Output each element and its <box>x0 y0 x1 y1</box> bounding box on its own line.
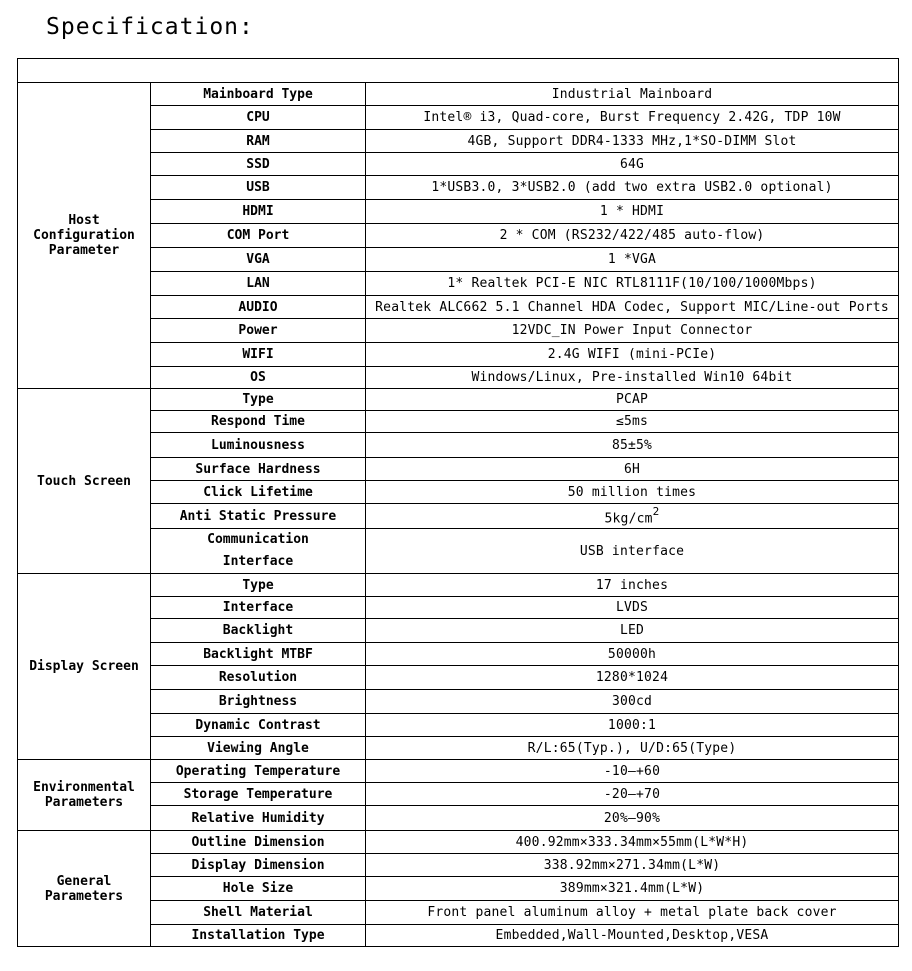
param-value <box>366 806 899 831</box>
param-value <box>366 643 899 666</box>
param-name: Operating Temperature <box>151 760 366 783</box>
table-row <box>18 831 899 854</box>
param-value <box>366 272 899 296</box>
param-value-text: 1280*1024 <box>595 670 669 685</box>
param-value-text: 64G <box>619 156 645 172</box>
param-value <box>366 319 899 343</box>
table-row <box>18 367 899 389</box>
page-title: Specification: <box>46 14 254 40</box>
param-value-text: LVDS <box>615 600 649 615</box>
section-label: Touch Screen <box>18 389 151 574</box>
param-value-text: 20%—90% <box>603 810 661 826</box>
param-name: Backlight <box>151 619 366 643</box>
table-row <box>18 433 899 458</box>
table-row <box>18 106 899 130</box>
table-row <box>18 83 899 106</box>
param-value-text: 1 *VGA <box>607 252 657 267</box>
param-value-text: 389mm×321.4mm(L*W) <box>559 881 705 896</box>
table-row <box>18 343 899 367</box>
table-row <box>18 643 899 666</box>
param-name: Hole Size <box>151 877 366 901</box>
param-name: Outline Dimension <box>151 831 366 854</box>
table-row <box>18 666 899 690</box>
param-value <box>366 925 899 947</box>
section-label: Environmental Parameters <box>18 760 151 831</box>
param-value-text: 400.92mm×333.34mm×55mm(L*W*H) <box>515 834 749 850</box>
table-row <box>18 597 899 619</box>
param-value-text: ≤5ms <box>615 414 649 429</box>
param-value <box>366 153 899 176</box>
param-name: Brightness <box>151 690 366 714</box>
param-value-text: 1* Realtek PCI-E NIC RTL8111F(10/100/1000Mbps) <box>447 276 817 291</box>
param-value <box>366 760 899 783</box>
param-value <box>366 248 899 272</box>
param-name: Type <box>151 389 366 411</box>
param-value-text: PCAP <box>615 392 649 407</box>
param-value-superscript: 2 <box>652 504 660 518</box>
param-value <box>366 458 899 481</box>
section-label: Display Screen <box>18 574 151 760</box>
param-name: Respond Time <box>151 411 366 433</box>
param-value-text: 6H <box>623 461 641 477</box>
table-row <box>18 529 899 574</box>
param-name: Surface Hardness <box>151 458 366 481</box>
param-value-text: Front panel aluminum alloy + metal plate back cover <box>427 905 837 920</box>
param-name: Backlight MTBF <box>151 643 366 666</box>
param-value-text: USB interface <box>579 543 685 559</box>
param-value <box>366 343 899 367</box>
param-name: Type <box>151 574 366 597</box>
table-row <box>18 200 899 224</box>
param-value <box>366 690 899 714</box>
param-value-text: 85±5% <box>611 437 653 453</box>
table-row <box>18 574 899 597</box>
param-name: Click Lifetime <box>151 481 366 504</box>
table-row <box>18 248 899 272</box>
param-name: CPU <box>151 106 366 130</box>
param-value <box>366 737 899 760</box>
param-value <box>366 433 899 458</box>
param-name: RAM <box>151 130 366 153</box>
table-row <box>18 458 899 481</box>
param-value <box>366 574 899 597</box>
param-name: Interface <box>151 597 366 619</box>
param-name: Shell Material <box>151 901 366 925</box>
table-row <box>18 130 899 153</box>
param-value <box>366 367 899 389</box>
param-value-text: 338.92mm×271.34mm(L*W) <box>543 857 721 873</box>
table-row <box>18 783 899 806</box>
param-value <box>366 83 899 106</box>
param-name: VGA <box>151 248 366 272</box>
table-row <box>18 806 899 831</box>
table-row <box>18 877 899 901</box>
param-value-text: 2 * COM (RS232/422/485 auto-flow) <box>499 228 765 243</box>
param-value <box>366 176 899 200</box>
table-row <box>18 760 899 783</box>
table-row <box>18 272 899 296</box>
param-value <box>366 106 899 130</box>
table-row <box>18 319 899 343</box>
param-name: WIFI <box>151 343 366 367</box>
param-value-text: -10—+60 <box>603 763 661 779</box>
param-value-text: R/L:65(Typ.), U/D:65(Type) <box>527 740 737 756</box>
table-row <box>18 925 899 947</box>
param-name: Relative Humidity <box>151 806 366 831</box>
param-value <box>366 831 899 854</box>
param-name: Power <box>151 319 366 343</box>
table-header-row <box>18 59 899 83</box>
param-value <box>366 504 899 529</box>
param-value <box>366 130 899 153</box>
param-name: Communication Interface <box>151 529 366 574</box>
param-value <box>366 714 899 737</box>
param-value <box>366 389 899 411</box>
param-value-text: 1000:1 <box>607 717 657 733</box>
param-value-text: 50000h <box>607 646 657 662</box>
param-value <box>366 901 899 925</box>
table-row <box>18 224 899 248</box>
table-row <box>18 411 899 433</box>
specification-table <box>17 58 899 947</box>
table-row <box>18 901 899 925</box>
section-label: Host Configuration Parameter <box>18 83 151 389</box>
param-value-text: LED <box>619 623 645 638</box>
param-name: Mainboard Type <box>151 83 366 106</box>
param-value <box>366 597 899 619</box>
param-value-text: Intel® i3, Quad-core, Burst Frequency 2.42G, TDP 10W <box>423 110 841 125</box>
param-value-text: 12VDC_IN Power Input Connector <box>511 323 753 338</box>
param-value <box>366 224 899 248</box>
param-value <box>366 783 899 806</box>
param-value-text: 50 million times <box>567 484 697 500</box>
param-value-text: Realtek ALC662 5.1 Channel HDA Codec, Support MIC/Line-out Ports <box>375 299 889 315</box>
param-name: Display Dimension <box>151 854 366 877</box>
param-name: OS <box>151 367 366 389</box>
param-value-text: Windows/Linux, Pre-installed Win10 64bit <box>471 370 793 385</box>
table-row <box>18 737 899 760</box>
table-row <box>18 481 899 504</box>
param-name: COM Port <box>151 224 366 248</box>
param-name: Resolution <box>151 666 366 690</box>
param-value-text: 17 inches <box>595 577 669 593</box>
table-row <box>18 296 899 319</box>
section-label: General Parameters <box>18 831 151 947</box>
param-name: Storage Temperature <box>151 783 366 806</box>
param-value-text: -20—+70 <box>603 786 661 802</box>
table-row <box>18 153 899 176</box>
param-value <box>366 666 899 690</box>
param-value-text: 4GB, Support DDR4-1333 MHz,1*SO-DIMM Slot <box>467 133 797 149</box>
table-row <box>18 714 899 737</box>
param-name: Dynamic Contrast <box>151 714 366 737</box>
param-name: LAN <box>151 272 366 296</box>
param-name: USB <box>151 176 366 200</box>
table-row <box>18 619 899 643</box>
table-row <box>18 176 899 200</box>
param-value <box>366 877 899 901</box>
table-row <box>18 504 899 529</box>
param-value-text: 1 * HDMI <box>599 204 665 219</box>
table-row <box>18 690 899 714</box>
param-value-text: 2.4G WIFI (mini-PCIe) <box>547 347 717 362</box>
param-value-text: Embedded,Wall-Mounted,Desktop,VESA <box>495 928 769 943</box>
param-value-text: 5kg/cm <box>604 511 653 527</box>
param-value <box>366 481 899 504</box>
param-value <box>366 529 899 574</box>
param-value-text: 300cd <box>611 694 653 709</box>
param-value <box>366 411 899 433</box>
param-name: Viewing Angle <box>151 737 366 760</box>
param-value <box>366 619 899 643</box>
param-name: SSD <box>151 153 366 176</box>
param-name: HDMI <box>151 200 366 224</box>
param-value <box>366 296 899 319</box>
param-name: Installation Type <box>151 925 366 947</box>
param-name: AUDIO <box>151 296 366 319</box>
param-value-text: 1*USB3.0, 3*USB2.0 (add two extra USB2.0 optional) <box>431 180 833 195</box>
param-value <box>366 854 899 877</box>
table-row <box>18 854 899 877</box>
param-value <box>366 200 899 224</box>
param-value-text: Industrial Mainboard <box>551 86 713 102</box>
table-header-cell <box>18 59 899 83</box>
param-name: Luminousness <box>151 433 366 458</box>
table-row <box>18 389 899 411</box>
param-name: Anti Static Pressure <box>151 504 366 529</box>
